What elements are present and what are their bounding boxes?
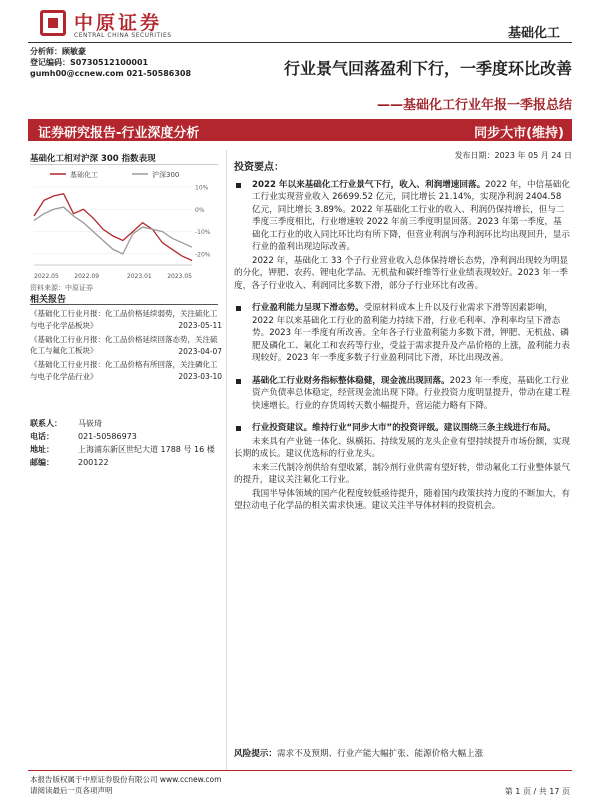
logo-name-cn: 中原证券 — [74, 12, 163, 34]
contact-label: 电话： — [30, 432, 54, 441]
related-report-title: 《基础化工行业月报：化工品价格延续弱势，关注硫化工与电子化学品板块》 — [30, 309, 218, 330]
y-tick-label: -10% — [195, 229, 211, 237]
report-type: 证券研究报告-行业深度分析 — [38, 126, 200, 141]
related-report-date: 2023-04-07 — [178, 346, 222, 356]
logo-mark-icon — [40, 10, 66, 36]
highlight-bold: 行业盈利能力呈现下滑态势。 — [252, 303, 364, 313]
relative-performance-chart — [30, 164, 218, 282]
related-report-item[interactable] — [30, 359, 222, 383]
x-tick-label: 2023.01 — [126, 273, 152, 280]
y-tick-label: 0% — [195, 206, 205, 214]
risk-warning — [234, 748, 570, 760]
report-subtitle: ——基础化工行业年报一季报总结 — [376, 98, 572, 113]
investment-highlights — [234, 162, 570, 513]
highlight-item — [234, 375, 570, 413]
highlight-item — [234, 179, 570, 254]
body-paragraph: 2022 年，基础化工 33 个子行业营业收入总体保持增长态势，净利润出现较为明显的分化，钾肥、农药、锂电化学品、无机盐和碳纤维等行业业绩表现较好。2023 年一季度，各子行业收入、利润同比多数下滑，部分子行业环比有改善。 — [234, 255, 569, 291]
disclaimer-notice: 请阅读最后一页各项声明 — [30, 786, 113, 795]
x-tick-label: 2022.09 — [74, 273, 100, 280]
contact-label: 邮编： — [30, 458, 54, 467]
contact-value: 上海浦东新区世纪大道 1788 号 16 楼 — [78, 445, 215, 454]
highlight-bold: 基础化工行业财务指标整体稳健，现金流出现回落。 — [252, 375, 450, 386]
related-reports-heading: 相关报告 — [30, 295, 67, 305]
related-report-title: 《基础化工行业月报：化工品价格延续回落态势，关注硫化工与氟化工板块》 — [30, 334, 218, 355]
analyst-info — [30, 46, 200, 79]
contact-value: 马嵚琦 — [78, 419, 102, 428]
publish-date: 发布日期：2023 年 05 月 24 日 — [454, 151, 572, 160]
body-paragraph: 我国半导体领域的国产化程度较低亟待提升，随着国内政策扶持力度的不断加大，有望拉动电子化学品的相关需求快速。建议关注半导体材料的投资机会。 — [234, 488, 570, 511]
header-divider — [28, 42, 572, 43]
contact-label: 地址： — [30, 445, 54, 454]
chart-title: 基础化工相对沪深 300 指数表现 — [30, 154, 156, 164]
contact-value: 021-50586973 — [78, 432, 137, 441]
x-tick-label: 2022.05 — [34, 273, 59, 280]
related-report-item[interactable] — [30, 308, 222, 332]
report-type-band — [28, 119, 572, 141]
analyst-contact[interactable]: gumh00@ccnew.com 021-50586308 — [30, 69, 192, 78]
analyst-name: 分析师：顾敏豪 — [30, 47, 86, 56]
report-title: 行业景气回落盈利下行，一季度环比改善 — [283, 59, 572, 78]
chart-svg — [30, 165, 218, 283]
contact-row — [30, 443, 222, 456]
footer — [30, 774, 221, 796]
body-paragraph: 未来具有产业链一体化、纵横拓、持续发展的龙头企业有望持续提升市场份额，实现长期的成长。建议优选标的行业龙头。 — [234, 436, 570, 459]
highlight-text: 2022 年，中信基础化工行业实现营业收入 26699.52 亿元，同比增长 21.14%，实现净利润 2404.58 亿元，同比增长 3.89%。2022 年基础化工行业的收入、利润仍保持增长，但与二季度三季度相比，行业增速较 2022 年前三季度明显回落。2023 年第一季度，基础化工行业的收入同比环比均有所下降，但营业利润与净利润环比均出现回升，显示行业的盈利出现边际改善。 — [252, 179, 570, 252]
highlight-item — [234, 422, 570, 435]
related-report-item[interactable] — [30, 334, 222, 358]
chart-source: 资料来源：中原证券 — [30, 284, 93, 292]
contact-block — [30, 417, 222, 469]
related-divider — [30, 304, 218, 305]
contact-row — [30, 456, 222, 469]
series-line — [34, 194, 192, 261]
y-tick-label: 10% — [195, 184, 209, 192]
legend-label: 沪深300 — [152, 171, 180, 179]
risk-text: 需求不及预期、行业产能大幅扩张、能源价格大幅上涨 — [276, 749, 484, 759]
page-number: 第 1 页 / 共 17 页 — [504, 787, 570, 796]
related-report-date: 2023-05-11 — [178, 321, 222, 330]
copyright-notice: 本报告版权属于中原证券股份有限公司 www.ccnew.com — [30, 775, 222, 784]
contact-value: 200122 — [78, 458, 109, 467]
analyst-registration: 登记编码：S0730512100001 — [30, 58, 149, 67]
related-reports-list — [30, 308, 222, 385]
body-paragraph: 未来三代制冷剂供给有望收紧，制冷剂行业供需有望好转，带动氟化工行业整体景气的提升，建议关注氟化工行业。 — [234, 462, 570, 485]
logo-name-en: CENTRAL CHINA SECURITIES — [74, 32, 172, 39]
rating: 同步大市(维持) — [474, 126, 564, 141]
related-report-date: 2023-03-10 — [178, 372, 222, 381]
column-divider — [226, 150, 227, 770]
footer-divider — [28, 770, 572, 771]
highlight-text: 2023 年一季度，基础化工行业资产负债率总体稳定，经营现金流出现下降。行业投资力度明显提升，带动在建工程快速增长。行业的存货周转天数小幅提升，营运能力略有下降。 — [252, 375, 570, 411]
y-tick-label: -20% — [195, 251, 211, 259]
contact-label: 联系人： — [30, 419, 62, 428]
contact-row — [30, 430, 222, 443]
highlight-bold: 行业投资建议。维持行业“同步大市”的投资评级。建议围绕三条主线进行布局。 — [252, 423, 556, 433]
related-report-title: 《基础化工行业月报：化工品价格有所回落，关注磷化工与电子化学品行业》 — [30, 360, 218, 381]
highlight-item — [234, 302, 570, 365]
x-tick-label: 2023.05 — [167, 273, 192, 280]
industry-tag: 基础化工 — [507, 26, 560, 41]
highlight-text: 受原材料成本上升以及行业需求下滑等因素影响，2022 年以来基础化工行业的盈利能力持续下滑，行业毛利率、净利率均呈下滑态势。2023 年一季度有所改善。全年各子行业盈利能力多数下滑，钾肥、无机盐、磷肥及磷化工、氟化工和农药等行业，受益于需求提升及产品价格的上涨，盈利能力表现较好。2023 年一季度多数子行业盈利同比下滑，环比出现改善。 — [252, 303, 570, 363]
legend-label: 基础化工 — [70, 171, 98, 179]
contact-row — [30, 417, 222, 430]
company-logo — [40, 8, 200, 44]
risk-label: 风险提示： — [234, 749, 277, 759]
highlight-bold: 2022 年以来基础化工行业景气下行，收入、利润增速回落。 — [252, 179, 486, 190]
highlights-heading: 投资要点： — [234, 162, 284, 173]
